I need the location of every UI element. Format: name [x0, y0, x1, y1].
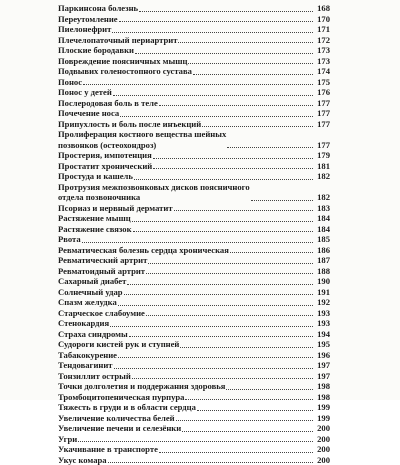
toc-entry: [58, 234, 330, 245]
toc-entry: [58, 24, 330, 35]
toc-entry-title: Рвота: [58, 234, 81, 245]
toc-entry-page: 200: [314, 423, 330, 434]
toc-entry-title: Точки долголетия и поддержания здоровья: [58, 381, 225, 392]
toc-entry: [58, 455, 330, 465]
dot-leader: [132, 220, 313, 222]
dot-leader: [159, 104, 313, 106]
toc-entry-title: Сахарный диабет: [58, 276, 126, 287]
toc-entry-page: 200: [314, 444, 330, 455]
toc-entry-page: 182: [314, 171, 330, 182]
dot-leader: [146, 314, 313, 316]
toc-entry: [58, 308, 330, 319]
toc-entry: [58, 287, 330, 298]
toc-entry: [58, 339, 330, 350]
dot-leader: [129, 335, 313, 337]
toc-entry-title: Увеличение печени и селезёнки: [58, 423, 181, 434]
dot-leader: [133, 230, 313, 232]
toc-entry: [58, 318, 330, 329]
dot-leader: [124, 293, 313, 295]
toc-entry-title: Припухлость и боль после инъекций: [58, 119, 201, 130]
toc-entry: [58, 171, 330, 182]
toc-entry-page: 186: [314, 245, 330, 256]
toc-entry-title: Увеличение количества белей: [58, 413, 175, 424]
toc-entry-title: Растяжение мышц: [58, 213, 131, 224]
dot-leader: [82, 241, 313, 243]
toc-entry: [58, 224, 330, 235]
toc-entry-page: 170: [314, 14, 330, 25]
dot-leader: [135, 52, 313, 54]
dot-leader: [193, 73, 313, 75]
toc-entry-page: 199: [314, 402, 330, 413]
toc-entry-page: 193: [314, 308, 330, 319]
toc-entry: [58, 66, 330, 77]
toc-entry-title: Пролиферация костного вещества шейных позвонков (остеохондроз): [58, 129, 226, 150]
toc-entry-page: 200: [314, 434, 330, 445]
toc-entry-page: 191: [314, 287, 330, 298]
dot-leader: [202, 125, 313, 127]
toc-entry: [58, 434, 330, 445]
toc-entry: [58, 203, 330, 214]
toc-entry: [58, 444, 330, 455]
dot-leader: [227, 146, 313, 148]
toc-entry: [58, 213, 330, 224]
dot-leader: [134, 178, 313, 180]
toc-entry: [58, 87, 330, 98]
toc-entry-title: Страха синдромы: [58, 329, 128, 340]
toc-entry: [58, 3, 330, 14]
toc-entry: [58, 360, 330, 371]
toc-entry: [58, 413, 330, 424]
toc-entry-page: 188: [314, 266, 330, 277]
toc-entry-page: 199: [314, 413, 330, 424]
dot-leader: [113, 94, 313, 96]
toc-entry: [58, 150, 330, 161]
dot-leader: [153, 157, 313, 159]
toc-entry: [58, 108, 330, 119]
toc-entry: [58, 381, 330, 392]
table-of-contents: [58, 3, 330, 465]
dot-leader: [148, 262, 313, 264]
dot-leader: [114, 367, 313, 369]
toc-entry: [58, 119, 330, 130]
toc-entry-title: Тромбоцитопеническая пурпура: [58, 392, 184, 403]
toc-entry-title: Понос у детей: [58, 87, 112, 98]
toc-entry-page: 198: [314, 381, 330, 392]
toc-entry-title: Плоские бородавки: [58, 45, 134, 56]
toc-entry-page: 190: [314, 276, 330, 287]
toc-entry-title: Тяжесть в груди и в области сердца: [58, 402, 196, 413]
toc-entry-title: Почечение носа: [58, 108, 119, 119]
dot-leader: [153, 167, 313, 169]
toc-entry-page: 184: [314, 213, 330, 224]
toc-entry-title: Тонзиллит острый: [58, 371, 131, 382]
toc-entry-title: Растяжение связок: [58, 224, 132, 235]
dot-leader: [176, 419, 313, 421]
toc-entry-title: Простерия, импотенция: [58, 150, 152, 161]
toc-entry-title: Простатит хронический: [58, 161, 152, 172]
toc-entry-page: 177: [314, 119, 330, 130]
toc-entry-title: Табакокурение: [58, 350, 117, 361]
toc-entry-page: 168: [314, 3, 330, 14]
toc-entry-page: 177: [314, 108, 330, 119]
toc-entry-title: Послеродовая боль в теле: [58, 98, 158, 109]
toc-entry-page: 172: [314, 35, 330, 46]
toc-entry-title: Старческое слабоумие: [58, 308, 145, 319]
toc-entry-title: Укус комара: [58, 455, 107, 465]
dot-leader: [112, 31, 313, 33]
toc-entry: [58, 56, 330, 67]
dot-leader: [188, 62, 313, 64]
dot-leader: [251, 199, 313, 201]
toc-entry: [58, 98, 330, 109]
toc-entry-title: Ревматическая болезнь сердца хроническая: [58, 245, 229, 256]
toc-entry: [58, 402, 330, 413]
dot-leader: [83, 83, 313, 85]
toc-entry: [58, 182, 330, 203]
dot-leader: [132, 377, 313, 379]
toc-entry: [58, 245, 330, 256]
toc-entry-page: 179: [314, 150, 330, 161]
toc-entry: [58, 297, 330, 308]
dot-leader: [182, 430, 313, 432]
toc-entry-page: 175: [314, 77, 330, 88]
toc-entry-page: 182: [314, 192, 330, 203]
toc-entry-title: Переутомление: [58, 14, 118, 25]
toc-entry: [58, 329, 330, 340]
toc-entry-title: Простуда и кашель: [58, 171, 133, 182]
toc-entry-title: Понос: [58, 77, 82, 88]
dot-leader: [119, 20, 313, 22]
toc-entry-page: 173: [314, 45, 330, 56]
toc-entry-page: 173: [314, 56, 330, 67]
toc-entry: [58, 77, 330, 88]
dot-leader: [230, 251, 313, 253]
toc-entry-title: Протрузия межпозвонковых дисков поясничного отдела позвоночника: [58, 182, 250, 203]
toc-entry-title: Повреждение поясничных мышц: [58, 56, 187, 67]
dot-leader: [226, 388, 313, 390]
toc-entry: [58, 392, 330, 403]
toc-entry-page: 171: [314, 24, 330, 35]
toc-entry-title: Пиелонефрит: [58, 24, 111, 35]
toc-entry-title: Солнечный удар: [58, 287, 123, 298]
dot-leader: [180, 346, 313, 348]
toc-entry-page: 196: [314, 350, 330, 361]
toc-entry-title: Плечелопаточный периартрит: [58, 35, 177, 46]
dot-leader: [120, 115, 313, 117]
toc-entry: [58, 35, 330, 46]
toc-entry-page: 194: [314, 329, 330, 340]
dot-leader: [174, 209, 313, 211]
toc-entry-page: 198: [314, 392, 330, 403]
toc-entry-page: 177: [314, 98, 330, 109]
dot-leader: [78, 440, 313, 442]
dot-leader: [178, 41, 313, 43]
dot-leader: [110, 325, 313, 327]
toc-entry: [58, 14, 330, 25]
toc-entry-page: 192: [314, 297, 330, 308]
toc-entry: [58, 371, 330, 382]
toc-entry-title: Стенокардия: [58, 318, 109, 329]
toc-entry-page: 195: [314, 339, 330, 350]
dot-leader: [197, 409, 313, 411]
toc-entry: [58, 423, 330, 434]
dot-leader: [118, 304, 313, 306]
toc-entry-page: 197: [314, 360, 330, 371]
toc-entry-page: 200: [314, 455, 330, 465]
dot-leader: [159, 451, 313, 453]
toc-entry-page: 184: [314, 224, 330, 235]
toc-entry-title: Псориаз и нервный дерматит: [58, 203, 173, 214]
toc-entry-title: Паркинсона болезнь: [58, 3, 138, 14]
dot-leader: [108, 461, 313, 463]
toc-entry-title: Подвывих голеностопного сустава: [58, 66, 192, 77]
toc-entry: [58, 45, 330, 56]
toc-entry-page: 185: [314, 234, 330, 245]
toc-entry-page: 187: [314, 255, 330, 266]
toc-entry-title: Спазм желудка: [58, 297, 117, 308]
dot-leader: [127, 283, 313, 285]
toc-entry-title: Укачивание в транспорте: [58, 444, 158, 455]
toc-entry-page: 177: [314, 140, 330, 151]
toc-entry: [58, 255, 330, 266]
toc-entry-page: 197: [314, 371, 330, 382]
toc-entry-page: 176: [314, 87, 330, 98]
toc-entry-title: Судороги кистей рук и ступней: [58, 339, 179, 350]
toc-entry-title: Тендовагинит: [58, 360, 113, 371]
toc-entry: [58, 276, 330, 287]
toc-entry: [58, 266, 330, 277]
toc-entry-page: 183: [314, 203, 330, 214]
toc-entry-title: Угри: [58, 434, 77, 445]
dot-leader: [139, 10, 313, 12]
toc-entry-title: Ревматический артрит: [58, 255, 147, 266]
toc-entry-title: Ревматоидный артрит: [58, 266, 145, 277]
toc-entry-page: 174: [314, 66, 330, 77]
toc-entry: [58, 350, 330, 361]
dot-leader: [146, 272, 313, 274]
toc-entry: [58, 129, 330, 150]
dot-leader: [118, 356, 313, 358]
toc-entry-page: 193: [314, 318, 330, 329]
toc-entry: [58, 161, 330, 172]
toc-entry-page: 181: [314, 161, 330, 172]
